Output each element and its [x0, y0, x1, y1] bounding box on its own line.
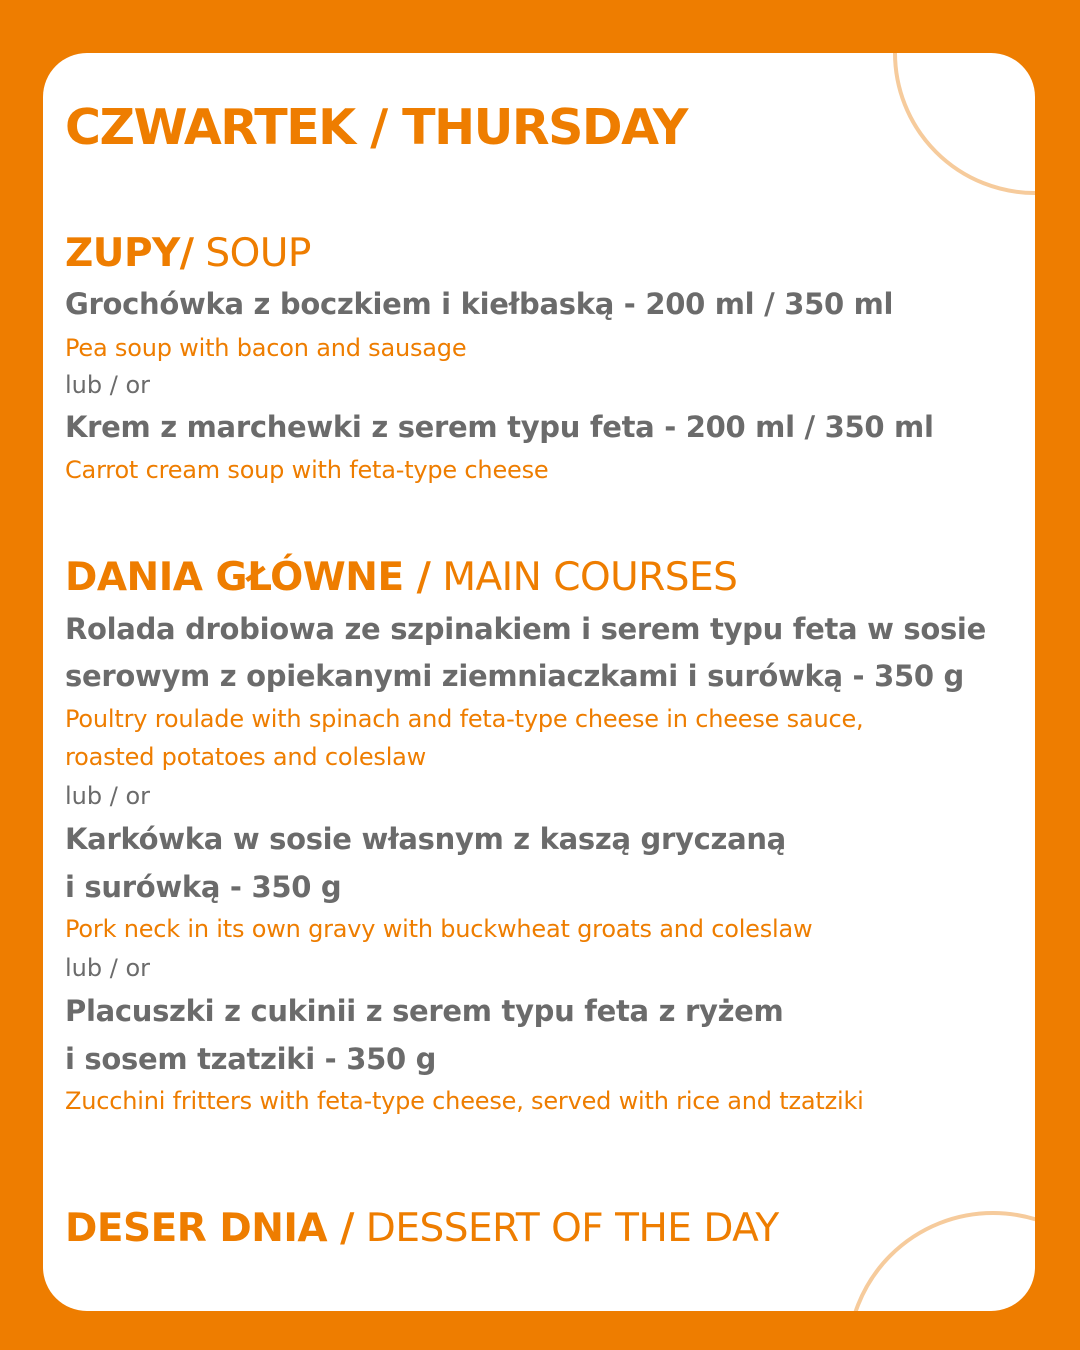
dish-name-en-line: roasted potatoes and coleslaw	[65, 743, 427, 771]
page-title: CZWARTEK / THURSDAY	[65, 99, 687, 156]
dish-name-en-line: Poultry roulade with spinach and feta-type cheese in cheese sauce,	[65, 705, 864, 733]
dish-name-pl-line: Rolada drobiowa ze szpinakiem i serem typu feta w sosie	[65, 612, 986, 646]
decorative-circle-bottom	[848, 1213, 1035, 1311]
or-separator: lub / or	[65, 954, 151, 982]
dish-name-en-line: Pork neck in its own gravy with buckwheat groats and coleslaw	[65, 915, 813, 943]
menu-card	[43, 53, 1035, 1311]
dish-name-en-line: Zucchini fritters with feta-type cheese, served with rice and tzatziki	[65, 1087, 864, 1115]
dish-name-pl-line: Karkówka w sosie własnym z kaszą gryczaną	[65, 822, 786, 856]
section-heading-pl: ZUPY/	[65, 231, 194, 276]
dish-name-en: Pea soup with bacon and sausage	[65, 334, 467, 362]
or-separator: lub / or	[65, 782, 151, 810]
or-separator: lub / or	[65, 371, 151, 399]
section-heading-mains	[65, 555, 738, 600]
dish-name-pl-line: i surówką - 350 g	[65, 870, 342, 904]
section-heading-en: DESSERT OF THE DAY	[365, 1206, 779, 1251]
section-heading-dessert	[65, 1206, 779, 1251]
dish-name-pl-line: Placuszki z cukinii z serem typu feta z ryżem	[65, 994, 784, 1028]
decorative-circle-top	[895, 53, 1035, 193]
section-heading-en: SOUP	[205, 231, 311, 276]
dish-name-en: Carrot cream soup with feta-type cheese	[65, 456, 549, 484]
dish-name-pl: Krem z marchewki z serem typu feta - 200 ml / 350 ml	[65, 410, 934, 444]
dish-name-pl: Grochówka z boczkiem i kiełbaską - 200 ml / 350 ml	[65, 287, 894, 321]
section-heading-soup	[65, 231, 311, 276]
dish-name-pl-line: i sosem tzatziki - 350 g	[65, 1042, 437, 1076]
section-heading-pl: DANIA GŁÓWNE /	[65, 555, 431, 600]
section-heading-pl: DESER DNIA /	[65, 1206, 354, 1251]
dish-name-pl-line: serowym z opiekanymi ziemniaczkami i surówką - 350 g	[65, 659, 964, 693]
section-heading-en: MAIN COURSES	[442, 555, 738, 600]
